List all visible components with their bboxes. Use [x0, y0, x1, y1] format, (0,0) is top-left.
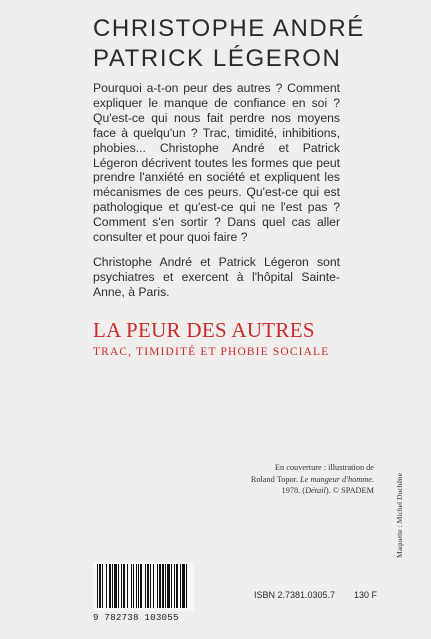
blurb [93, 81, 340, 300]
barcode-bar [171, 564, 172, 608]
barcode-bar [159, 564, 161, 608]
isbn: ISBN 2.7381.0305.7 [254, 590, 336, 600]
barcode-bar [180, 564, 181, 608]
blurb-paragraph: Pourquoi a-t-on peur des autres ? Comment expliquer le manque de confiance en soi ? Qu'est-ce qui nous fait perdre nos moyens face à quelqu'un ? Trac, timidité, inhibitions, phobies... Christophe André et Patrick Légeron décrivent toutes les formes que peut prendre l'anxiété en société et expliquent les mécanismes de ces peurs. Qu'est-ce qui est pathologique et qu'est-ce qui ne l'est pas ? Comment s'en sortir ? Dans quel cas aller consulter et pour quoi faire ? [93, 81, 340, 245]
barcode-bar [147, 564, 149, 608]
barcode-bar [118, 564, 119, 608]
credit-text: . [371, 474, 374, 484]
barcode-bar [121, 564, 122, 608]
barcode-bar [133, 564, 134, 608]
credit-text: ). © SPADEM [325, 486, 374, 496]
barcode-bar [174, 564, 175, 608]
author-bio: Christophe André et Patrick Légeron sont psychiatres et exercent à l'hôpital Sainte-Anne, à Paris. [93, 254, 340, 299]
cover-credit [214, 462, 374, 497]
barcode-bar [145, 564, 146, 608]
author-name: CHRISTOPHE ANDRÉ [93, 15, 365, 42]
barcode-bar [112, 564, 113, 608]
artwork-title: Le mangeur d'homme [300, 474, 372, 484]
barcode-bar [157, 564, 158, 608]
barcode [93, 562, 194, 623]
credit-detail: Détail [305, 486, 326, 496]
barcode-bar [138, 564, 139, 608]
credit-text: 1978. ( [281, 486, 306, 496]
book-title: LA PEUR DES AUTRES [93, 318, 315, 342]
price: 130 F [354, 590, 378, 600]
barcode-bar [109, 564, 111, 608]
barcode-bar [176, 564, 178, 608]
barcode-bar [131, 564, 132, 608]
barcode-bar [127, 564, 128, 608]
barcode-bar [102, 564, 103, 608]
maquette-credit: Maquette : Michel Duchêne [395, 473, 404, 558]
barcode-bar [136, 564, 137, 608]
barcode-bar [186, 564, 187, 608]
barcode-bar [182, 564, 185, 608]
barcode-bars [97, 564, 193, 608]
credit-line: En couverture : illustration de [274, 463, 374, 472]
barcode-bar [106, 564, 107, 608]
barcode-bar [150, 564, 151, 608]
barcode-digits: 9 782738 103055 [93, 612, 179, 623]
barcode-bar [162, 564, 164, 608]
barcode-bar [99, 564, 101, 608]
barcode-bar [167, 564, 170, 608]
barcode-bar [140, 564, 142, 608]
author-names [93, 14, 383, 74]
credit-line [214, 474, 374, 486]
credit-line [214, 485, 374, 497]
barcode-bar [114, 564, 117, 608]
barcode-bar [97, 564, 98, 608]
barcode-bar [153, 564, 154, 608]
barcode-bar [123, 564, 125, 608]
credit-text: Roland Topor. [250, 474, 301, 484]
author-name: PATRICK LÉGERON [93, 45, 342, 72]
barcode-bar [165, 564, 166, 608]
book-subtitle: TRAC, TIMIDITÉ ET PHOBIE SOCIALE [93, 346, 330, 358]
